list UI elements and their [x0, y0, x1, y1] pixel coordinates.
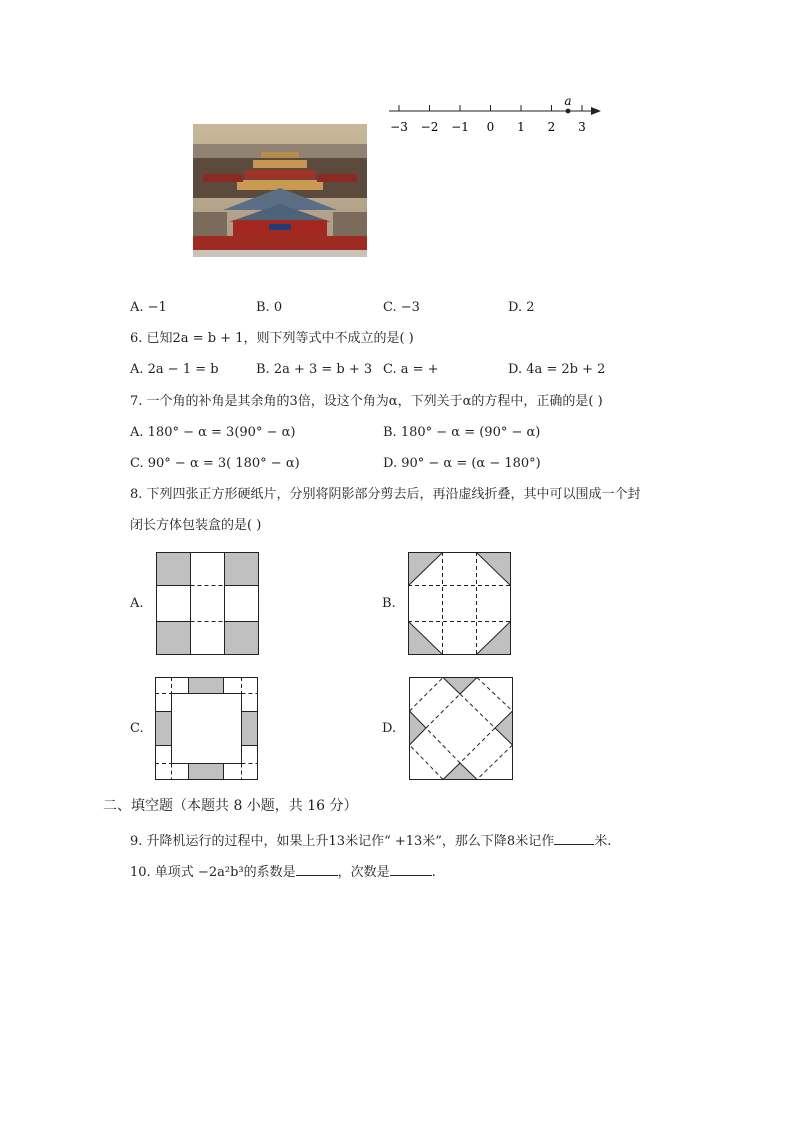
q8-figure-d[interactable] [409, 677, 513, 780]
q7-option-a[interactable]: A. 180° − α = 3(90° − α) [130, 425, 296, 440]
fig-c-shade-right [242, 712, 258, 746]
point-a [566, 109, 571, 114]
number-line-tick-label: −1 [451, 120, 469, 134]
fig-d-shade-bottom [443, 763, 477, 780]
number-line-tick-label: 3 [578, 120, 586, 134]
q5-option-a[interactable]: A. −1 [130, 300, 167, 315]
q9-text-before: 9. 升降机运行的过程中，如果上升13米记作“ +13米”，那么下降8米记作 [130, 834, 555, 849]
fig-d-shade-left [410, 711, 427, 745]
q5-option-c[interactable]: C. −3 [383, 300, 420, 315]
q6-stem: 6. 已知2a = b + 1，则下列等式中不成立的是( ) [130, 331, 414, 346]
q9-blank[interactable] [554, 830, 594, 845]
q5-option-b[interactable]: B. 0 [256, 300, 283, 315]
fig-c-shade-top [189, 678, 224, 694]
q10-blank-degree[interactable] [390, 861, 432, 876]
q7-stem: 7. 一个角的补角是其余角的3倍，设这个角为α，下列关于α的方程中，正确的是( ) [130, 394, 603, 409]
point-a-label: a [564, 94, 572, 108]
q7-option-d[interactable]: D. 90° − α = (α − 180°) [383, 456, 541, 471]
q7-option-b[interactable]: B. 180° − α = (90° − α) [383, 425, 541, 440]
q9-text-after: 米. [594, 834, 612, 849]
q6-option-b[interactable]: B. 2a + 3 = b + 3 [256, 362, 373, 377]
fig-c-shade-bottom [189, 764, 224, 780]
q10-text-middle: ，次数是 [337, 865, 390, 880]
q9-line [130, 830, 611, 851]
q10-text-before: 10. 单项式 −2a²b³的系数是 [130, 865, 296, 880]
number-line-tick-label: −3 [390, 120, 408, 134]
q10-line [130, 861, 436, 882]
q10-blank-coefficient[interactable] [296, 861, 338, 876]
number-line-tick-label: −2 [420, 120, 439, 134]
q5-option-d[interactable]: D. 2 [508, 300, 535, 315]
q8-label-a: A. [130, 596, 144, 611]
fig-a-shade-tl [157, 553, 191, 586]
q8-label-c: C. [130, 721, 144, 736]
section-2-title: 二、填空题（本题共 8 小题，共 16 分） [103, 798, 358, 814]
q8-stem-line2: 闭长方体包装盒的是( ) [130, 518, 262, 533]
number-line [383, 92, 608, 136]
number-line-tick-label: 2 [547, 120, 556, 134]
q10-text-after: . [431, 865, 436, 880]
q6-option-d[interactable]: D. 4a = 2b + 2 [508, 362, 606, 377]
q8-label-d: D. [382, 721, 397, 736]
number-line-arrow [591, 107, 601, 115]
q8-stem-line1: 8. 下列四张正方形硬纸片，分别将阴影部分剪去后，再沿虚线折叠，其中可以围成一个封 [130, 487, 641, 502]
fig-a-shade-tr [225, 553, 259, 586]
q8-figure-a[interactable] [156, 552, 259, 655]
q6-option-a[interactable]: A. 2a − 1 = b [130, 362, 219, 377]
q8-label-b: B. [382, 596, 396, 611]
number-line-tick-label: 1 [517, 120, 525, 134]
q8-figure-c[interactable] [155, 677, 258, 780]
q8-figure-b[interactable] [408, 552, 511, 655]
fig-d-shade-right [495, 711, 513, 745]
fig-d-shade-top [443, 678, 477, 695]
palace-photo [193, 124, 367, 257]
q7-option-c[interactable]: C. 90° − α = 3( 180° − α) [130, 456, 300, 471]
fig-a-shade-br [225, 622, 259, 655]
q6-option-c[interactable]: C. a = + [383, 362, 439, 377]
number-line-tick-label: 0 [486, 120, 495, 134]
fig-a-shade-bl [157, 622, 191, 655]
fig-c-shade-left [156, 712, 172, 746]
